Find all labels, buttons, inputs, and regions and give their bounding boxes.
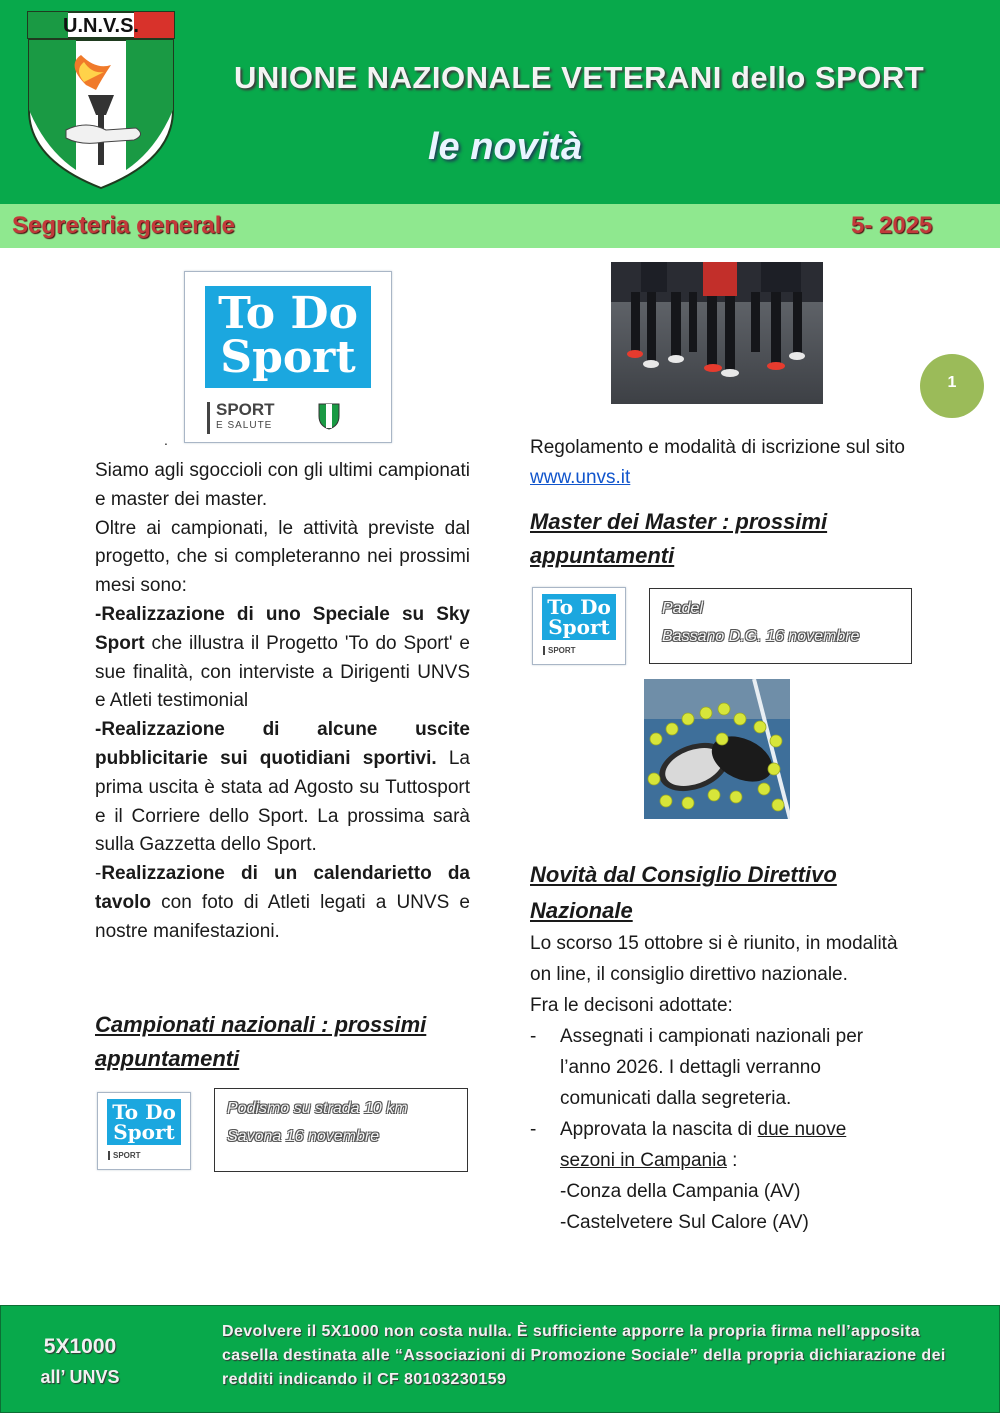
- left-paragraph-1: Siamo agli sgoccioli con gli ultimi campionati e master dei master.: [95, 460, 470, 510]
- left-paragraph-3: [95, 601, 470, 716]
- novita-body: [530, 928, 905, 1238]
- org-name: UNIONE NAZIONALE VETERANI dello SPORT: [234, 60, 925, 95]
- band-department: Segreteria generale: [12, 212, 235, 239]
- logo-line1: To Do: [218, 288, 358, 339]
- sky-sport-text: che illustra il Progetto 'To do Sport' e sue finalità, con interviste a Dirigenti UNVS e Atleti testimonial: [95, 632, 470, 712]
- page-number-badge: 1: [920, 354, 984, 418]
- footer-left-line2: all’ UNVS: [40, 1367, 120, 1387]
- small-logo-right-line2: Sport: [548, 615, 610, 639]
- decision-item-1: - Assegnati i campionati nazionali per l’anno 2026. I dettagli verranno comunicati dalla segreteria.: [530, 1021, 905, 1114]
- campionati-event-box: [214, 1088, 468, 1172]
- uscite-bold: -Realizzazione di alcune uscite pubblicitarie sui quotidiani sportivi.: [95, 719, 470, 769]
- decisions-list: [530, 1021, 905, 1238]
- logo-line2: Sport: [220, 332, 356, 383]
- sky-sport-bold: -Realizzazione di uno Speciale su Sky Sport: [95, 603, 470, 654]
- shield-text: U.N.V.S.: [63, 15, 139, 37]
- small-logo-sub1: SPORT: [108, 1151, 141, 1160]
- campionati-heading: Campionati nazionali : prossimi appuntamenti: [95, 1012, 427, 1071]
- left-paragraph-5: [95, 860, 470, 946]
- left-paragraph-4: [95, 716, 470, 860]
- master-heading: Master dei Master : prossimi appuntamenti: [530, 509, 828, 568]
- todo-sport-logo-small: [97, 1092, 191, 1170]
- padel-photo: [644, 679, 790, 819]
- new-section-2: -Castelvetere Sul Calore (AV): [560, 1212, 809, 1233]
- decision-item-2-pre: Approvata la nascita di: [560, 1119, 758, 1140]
- calendar-bold: Realizzazione di un calendarietto da tavolo: [95, 863, 470, 913]
- small-logo-line1: To Do: [112, 1100, 176, 1124]
- calendar-text: con foto di Atleti legati a UNVS e nostre manifestazioni.: [95, 891, 470, 942]
- calendar-dash: -: [95, 863, 102, 885]
- decision-item-2-underline: due nuove sezoni in Campania: [560, 1119, 847, 1171]
- left-article: [95, 457, 470, 947]
- unvs-website-link[interactable]: www.unvs.it: [530, 467, 631, 488]
- band-issue-number: 5- 2025: [851, 212, 933, 239]
- logo-sub2: E SALUTE: [216, 420, 273, 431]
- unvs-shield-logo: [26, 10, 176, 190]
- novita-heading: Novità dal Consiglio Direttivo Nazionale: [530, 862, 837, 923]
- campionati-event-line2: Savona 16 novembre: [227, 1128, 380, 1145]
- master-event-box: [649, 588, 912, 664]
- todo-sport-logo-small-right: [532, 587, 626, 665]
- todo-sport-logo: [184, 271, 392, 443]
- new-section-1: -Conza della Campania (AV): [560, 1181, 801, 1202]
- novita-paragraph-1: Lo scorso 15 ottobre si è riunito, in modalità on line, il consiglio direttivo nazionale.: [530, 933, 898, 985]
- campionati-event-line1: Podismo su strada 10 km: [227, 1100, 408, 1117]
- novita-paragraph-2: Fra le decisoni adottate:: [530, 995, 733, 1016]
- footer-message: Devolvere il 5X1000 non costa nulla. È sufficiente apporre la propria firma nell’apposita casella destinata alle “Associazioni di Promozione Sociale” della propria dichiarazione dei redditi indicando il CF 80103230159: [222, 1323, 946, 1388]
- stray-dot: .: [164, 432, 168, 448]
- master-event-line2: Bassano D.G. 16 novembre: [662, 628, 860, 645]
- footer-5x1000: [30, 1332, 130, 1392]
- newsletter-subtitle: le novità: [428, 126, 583, 168]
- uscite-text: La prima uscita è stata ad Agosto su Tuttosport e il Corriere dello Sport. La prossima sarà sulla Gazzetta dello Sport.: [95, 747, 470, 856]
- runners-photo: [611, 262, 823, 404]
- unvs-mini-shield-icon: [317, 402, 341, 430]
- small-logo-line2: Sport: [113, 1120, 175, 1144]
- decision-item-2-post: :: [726, 1150, 738, 1171]
- registration-label: Regolamento e modalità di iscrizione sul sito: [530, 437, 905, 458]
- footer-left-line1: 5X1000: [43, 1335, 117, 1358]
- registration-text: [530, 433, 905, 493]
- master-event-line1: Padel: [662, 600, 703, 617]
- decision-item-2: [530, 1114, 905, 1238]
- logo-sub1: SPORT: [216, 400, 275, 419]
- small-logo-right-sub1: SPORT: [543, 646, 576, 655]
- small-logo-right-line1: To Do: [547, 595, 611, 619]
- left-paragraph-2: Oltre ai campionati, le attività previste dal progetto, che si completeranno nei prossimi mesi sono:: [95, 517, 470, 597]
